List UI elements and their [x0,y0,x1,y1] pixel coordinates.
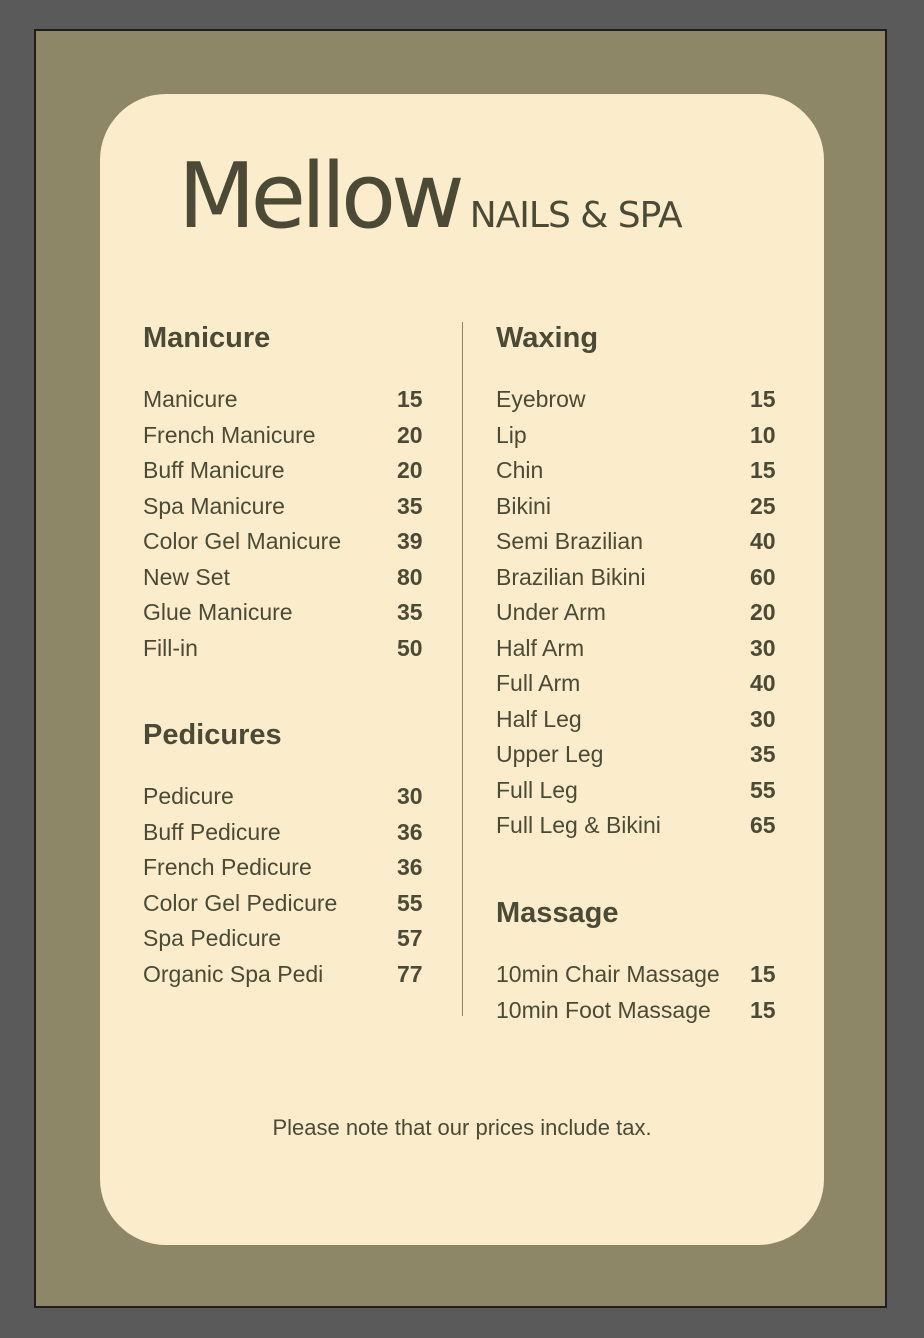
menu-item [496,489,786,525]
menu-item [496,993,786,1029]
item-name: Bikini [496,492,551,519]
item-price: 39 [397,528,423,555]
menu-item [496,957,786,993]
menu-item [496,737,786,773]
item-price: 40 [750,528,776,555]
item-price: 60 [750,563,776,590]
item-name: Half Leg [496,705,582,732]
item-name: Pedicure [143,783,234,810]
artboard [34,29,887,1308]
item-name: French Manicure [143,421,316,448]
menu-item [143,418,433,454]
item-name: Chin [496,457,544,484]
item-price: 35 [397,492,423,519]
item-name: Full Leg & Bikini [496,812,661,839]
item-name: Buff Pedicure [143,818,281,845]
section-title-waxing: Waxing [496,322,599,354]
item-name: Upper Leg [496,741,604,768]
item-name: Full Arm [496,670,581,697]
item-price: 80 [397,563,423,590]
menu-item [143,382,433,418]
item-name: Spa Manicure [143,492,285,519]
item-price: 35 [750,741,776,768]
item-price: 77 [397,960,423,987]
item-name: Eyebrow [496,386,586,413]
pedicures-list [143,779,433,992]
item-name: Full Leg [496,776,578,803]
menu-item [496,524,786,560]
menu-item [143,779,433,815]
item-price: 30 [750,705,776,732]
section-title-pedicures: Pedicures [143,719,282,751]
item-price: 55 [397,889,423,916]
menu-item [496,560,786,596]
menu-item [143,921,433,957]
item-price: 15 [397,386,423,413]
waxing-list [496,382,786,844]
item-name: Spa Pedicure [143,925,282,952]
menu-item [496,418,786,454]
menu-item [143,453,433,489]
item-name: Under Arm [496,599,606,626]
menu-item [143,631,433,667]
menu-item [143,886,433,922]
item-name: Buff Manicure [143,457,285,484]
item-name: Manicure [143,386,238,413]
item-name: Fill-in [143,634,198,661]
manicure-list [143,382,433,666]
item-price: 20 [397,421,423,448]
item-price: 36 [397,854,423,881]
menu-item [143,560,433,596]
item-price: 15 [750,457,776,484]
menu-item [143,489,433,525]
item-name: Semi Brazilian [496,528,643,555]
menu-item [143,524,433,560]
menu-item [496,808,786,844]
menu-item [496,702,786,738]
item-price: 20 [750,599,776,626]
section-title-manicure: Manicure [143,322,271,354]
item-price: 15 [750,961,776,988]
menu-item [496,595,786,631]
menu-item [143,815,433,851]
item-price: 57 [397,925,423,952]
item-price: 65 [750,812,776,839]
item-name: Brazilian Bikini [496,563,646,590]
item-name: French Pedicure [143,854,312,881]
brand-name: Mellow [178,144,460,249]
menu-item [496,631,786,667]
menu-item [143,595,433,631]
tax-note: Please note that our prices include tax. [272,1115,652,1140]
column-divider [462,322,463,1016]
menu-item [496,382,786,418]
section-title-massage: Massage [496,897,619,929]
menu-item [143,957,433,993]
item-price: 35 [397,599,423,626]
brand-logo [178,144,682,249]
item-price: 50 [397,634,423,661]
item-price: 40 [750,670,776,697]
item-name: 10min Foot Massage [496,996,711,1023]
menu-item [496,773,786,809]
item-name: 10min Chair Massage [496,961,720,988]
menu-item [496,666,786,702]
item-price: 20 [397,457,423,484]
item-name: New Set [143,563,230,590]
item-price: 30 [750,634,776,661]
item-price: 15 [750,996,776,1023]
item-price: 25 [750,492,776,519]
menu-item [496,453,786,489]
item-name: Glue Manicure [143,599,293,626]
item-price: 15 [750,386,776,413]
item-price: 30 [397,783,423,810]
item-name: Half Arm [496,634,585,661]
item-name: Color Gel Pedicure [143,889,338,916]
item-price: 36 [397,818,423,845]
brand-tagline: NAILS & SPA [469,195,682,236]
item-price: 10 [750,421,776,448]
item-price: 55 [750,776,776,803]
item-name: Lip [496,421,527,448]
item-name: Organic Spa Pedi [143,960,324,987]
menu-card [100,94,824,1245]
item-name: Color Gel Manicure [143,528,342,555]
menu-item [143,850,433,886]
massage-list [496,957,786,1028]
